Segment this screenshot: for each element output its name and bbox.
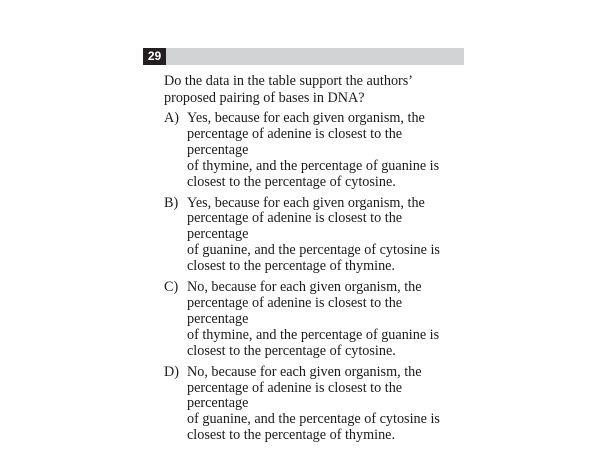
question-stem-line: proposed pairing of bases in DNA? (164, 89, 365, 106)
choice-text-line: closest to the percentage of thymine. (187, 427, 396, 444)
question-number-badge: 29 (143, 48, 166, 65)
choice-text-line: of guanine, and the percentage of cytosine is (187, 411, 440, 428)
answer-choices (164, 111, 464, 449)
question-header-bar (143, 48, 464, 65)
choice-text-line: of guanine, and the percentage of cytosine is (187, 242, 440, 259)
choice-letter: A) (164, 110, 179, 126)
choice-text-line: closest to the percentage of cytosine. (187, 342, 396, 359)
choice-text-line: closest to the percentage of cytosine. (187, 173, 396, 190)
choice-text-line: Yes, because for each given organism, the (187, 194, 425, 211)
choice-text (187, 196, 464, 276)
choice-letter: C) (164, 279, 179, 296)
answer-choice-d[interactable] (164, 365, 464, 445)
choice-letter: B) (164, 194, 179, 211)
choice-text-line: of thymine, and the percentage of guanine is (187, 326, 440, 343)
choice-text (187, 365, 464, 445)
choice-text-line: percentage of adenine is closest to the percentage (187, 379, 403, 412)
answer-choice-b[interactable] (164, 196, 464, 276)
choice-text (187, 280, 464, 360)
choice-text-line: closest to the percentage of thymine. (187, 258, 396, 275)
choice-text-line: percentage of adenine is closest to the percentage (187, 125, 403, 158)
choice-letter: D) (164, 363, 179, 380)
choice-text-line: No, because for each given organism, the (187, 363, 422, 380)
choice-text-line: No, because for each given organism, the (187, 279, 422, 296)
answer-choice-a[interactable] (164, 111, 464, 191)
choice-text (187, 111, 464, 191)
question-stem (164, 73, 464, 106)
choice-text-line: Yes, because for each given organism, the (187, 110, 425, 126)
choice-text-line: percentage of adenine is closest to the percentage (187, 210, 403, 243)
choice-text-line: percentage of adenine is closest to the percentage (187, 294, 403, 327)
choice-text-line: of thymine, and the percentage of guanine is (187, 157, 440, 174)
question-stem-line: Do the data in the table support the authors’ (164, 73, 414, 89)
answer-choice-c[interactable] (164, 280, 464, 360)
